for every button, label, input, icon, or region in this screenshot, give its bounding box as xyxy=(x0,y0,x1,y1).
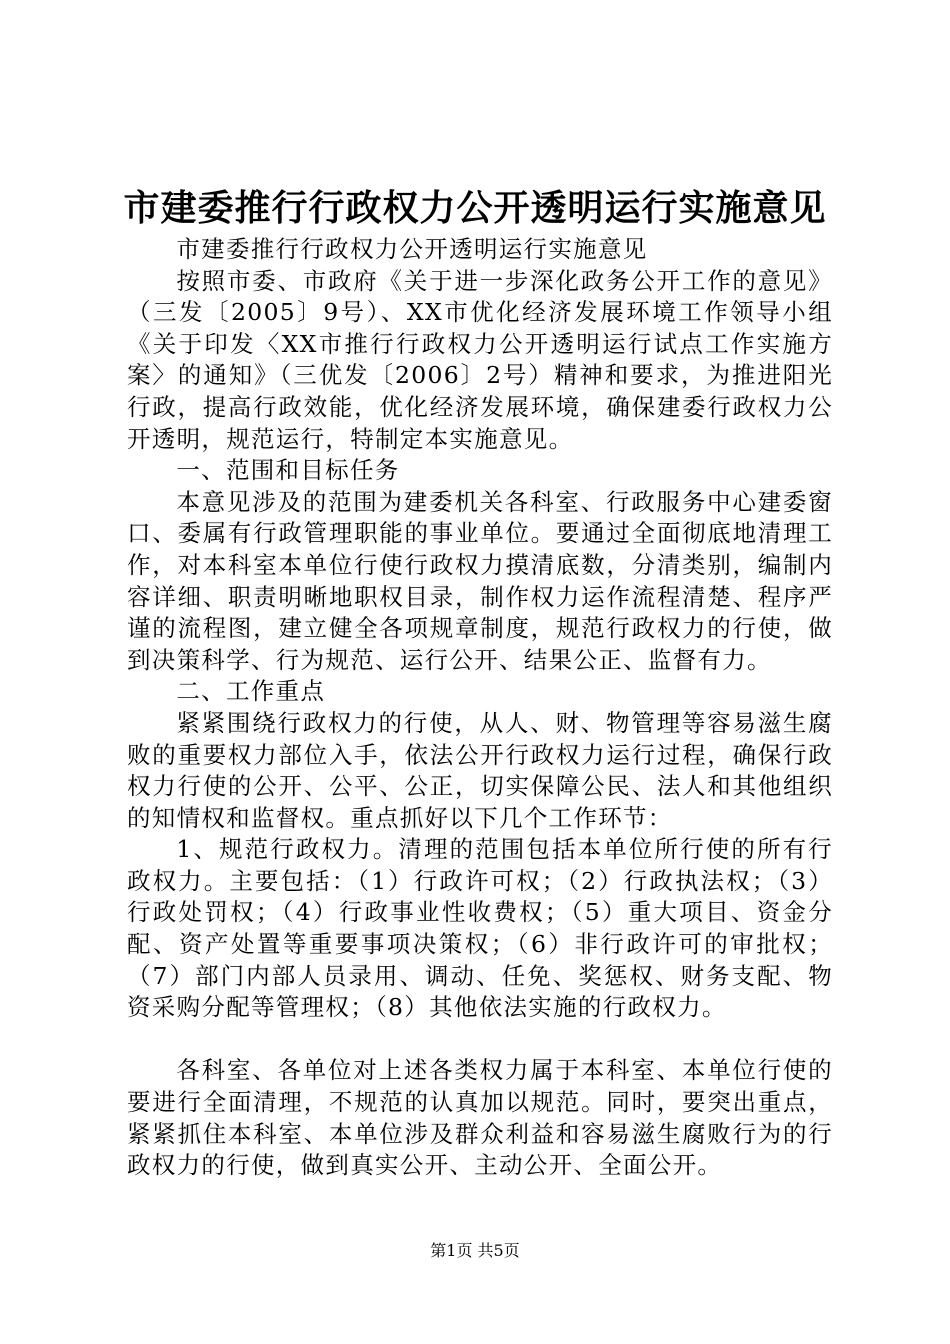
subtitle-paragraph: 市建委推行行政权力公开透明运行实施意见 xyxy=(176,235,648,263)
section-heading-focus: 二、工作重点 xyxy=(176,677,326,706)
cleanup-paragraph: 各科室、各单位对上述各类权力属于本科室、本单位行使的要进行全面清理，不规范的认真加以规范。同时，要突出重点，紧紧抓住本科室、本单位涉及群众利益和容易滋生腐败行为的行政权力的行使，做到真实公开、主动公开、全面公开。 xyxy=(127,1056,833,1180)
focus-paragraph: 紧紧围绕行政权力的行使，从人、财、物管理等容易滋生腐败的重要权力部位入手，依法公开行政权力运行过程，确保行政权力行使的公开、公平、公正，切实保障公民、法人和其他组织的知情权和监督权。重点抓好以下几个工作环节： xyxy=(127,708,833,832)
section-heading-scope: 一、范围和目标任务 xyxy=(176,456,400,485)
scope-paragraph: 本意见涉及的范围为建委机关各科室、行政服务中心建委窗口、委属有行政管理职能的事业单位。要通过全面彻底地清理工作，对本科室本单位行使行政权力摸清底数，分清类别，编制内容详细、职责明晰地职权目录，制作权力运作流程清楚、程序严谨的流程图，建立健全各项规章制度，规范行政权力的行使，做到决策科学、行为规范、运行公开、结果公正、监督有力。 xyxy=(127,487,833,674)
document-body xyxy=(127,234,833,1182)
intro-paragraph: 按照市委、市政府《关于进一步深化政务公开工作的意见》（三发〔2005〕9号）、XX市优化经济发展环境工作领导小组《关于印发〈XX市推行行政权力公开透明运行试点工作实施方案〉的通知》（三优发〔2006〕2号）精神和要求，为推进阳光行政，提高行政效能，优化经济发展环境，确保建委行政权力公开透明，规范运行，特制定本实施意见。 xyxy=(127,266,833,453)
page-indicator: 第1页 共5页 xyxy=(430,1241,520,1260)
item-1-paragraph: 1、规范行政权力。清理的范围包括本单位所行使的所有行政权力。主要包括：（1）行政许可权；（2）行政执法权；（3）行政处罚权；（4）行政事业性收费权；（5）重大项目、资金分配、资产处置等重要事项决策权；（6）非行政许可的审批权；（7）部门内部人员录用、调动、任免、奖惩权、财务支配、物资采购分配等管理权；（8）其他依法实施的行政权力。 xyxy=(127,835,833,1022)
document-title: 市建委推行行政权力公开透明运行实施意见 xyxy=(123,187,827,229)
